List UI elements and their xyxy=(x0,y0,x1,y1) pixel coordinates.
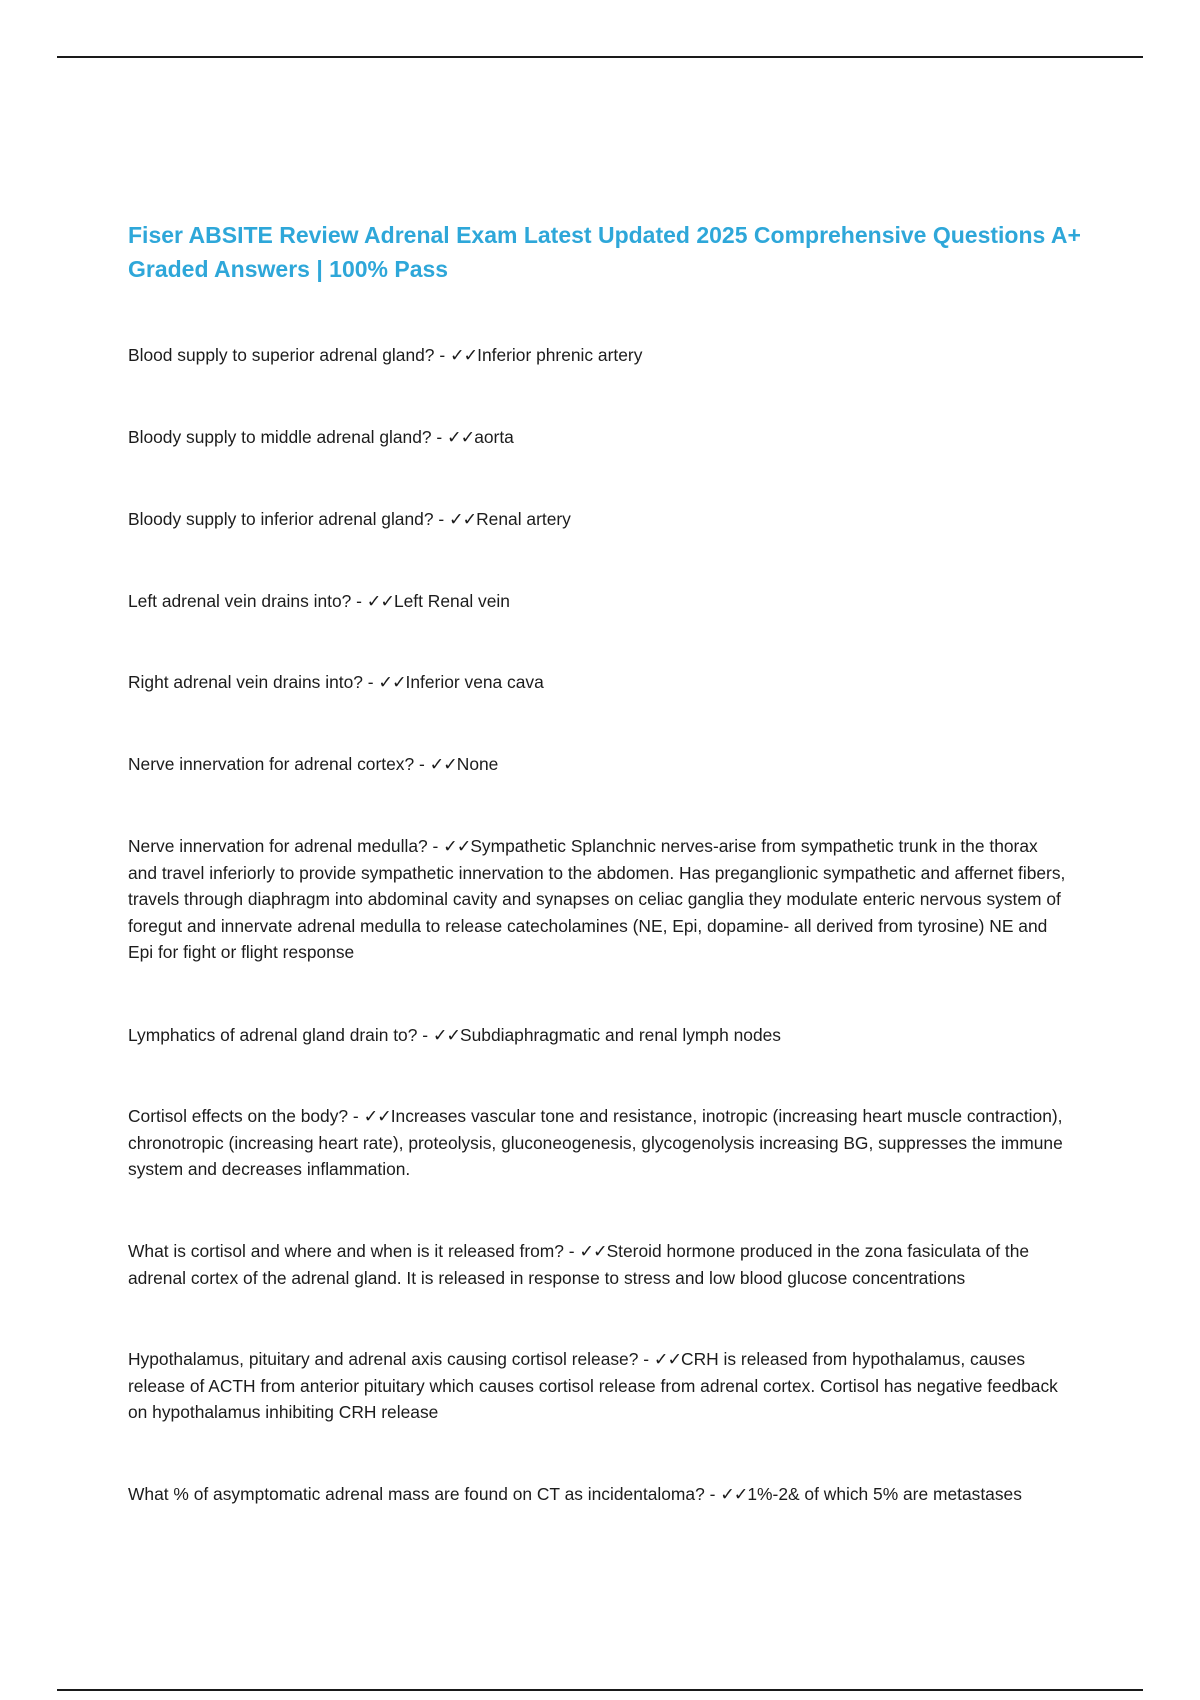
answer-text: Steroid hormone produced in the zona fasiculata of the adrenal cortex of the adrenal gland. It is released in response to stress and low blood glucose concentrations xyxy=(128,1241,1030,1288)
double-check-icon: ✓✓ xyxy=(720,1484,748,1504)
qa-item xyxy=(128,424,1068,451)
question-text: What is cortisol and where and when is it released from? xyxy=(128,1241,564,1261)
answer-text: Left Renal vein xyxy=(393,591,510,611)
separator: - xyxy=(414,754,430,774)
separator: - xyxy=(638,1349,654,1369)
qa-item xyxy=(128,588,1068,615)
question-text: Nerve innervation for adrenal medulla? xyxy=(128,836,428,856)
answer-text: Inferior phrenic artery xyxy=(477,345,643,365)
qa-item xyxy=(128,1481,1068,1508)
question-text: Cortisol effects on the body? xyxy=(128,1106,349,1126)
answer-text: Increases vascular tone and resistance, inotropic (increasing heart muscle contraction), chronotropic (increasing heart rate), proteolysis, gluconeogenesis, glycogenolysis increasing BG, suppresses the immune system and decreases inflammation. xyxy=(128,1106,1063,1180)
answer-text: Sympathetic Splanchnic nerves-arise from sympathetic trunk in the thorax and travel inferiorly to provide sympathetic innervation to the abdomen. Has preganglionic sympathetic and affernet fibers, travels through diaphragm into abdominal cavity and synapses on celiac ganglia they modulate enteric nervous system of foregut and innervate adrenal medulla to release catecholamines (NE, Epi, dopamine- all derived from tyrosine) NE and Epi for fight or flight response xyxy=(128,836,1066,963)
question-text: What % of asymptomatic adrenal mass are found on CT as incidentaloma? xyxy=(128,1484,705,1504)
question-text: Right adrenal vein drains into? xyxy=(128,672,363,692)
qa-item xyxy=(128,1238,1068,1291)
qa-item xyxy=(128,1346,1068,1426)
qa-item xyxy=(128,751,1068,778)
question-text: Hypothalamus, pituitary and adrenal axis causing cortisol release? xyxy=(128,1349,639,1369)
double-check-icon: ✓✓ xyxy=(579,1241,607,1261)
double-check-icon: ✓✓ xyxy=(363,1106,391,1126)
question-text: Bloody supply to inferior adrenal gland? xyxy=(128,509,434,529)
answer-text: Inferior vena cava xyxy=(405,672,544,692)
answer-text: Renal artery xyxy=(476,509,571,529)
double-check-icon: ✓✓ xyxy=(378,672,406,692)
separator: - xyxy=(362,672,379,692)
question-text: Left adrenal vein drains into? xyxy=(128,591,352,611)
qa-item xyxy=(128,669,1068,696)
separator: - xyxy=(704,1484,721,1504)
separator: - xyxy=(417,1025,433,1045)
separator: - xyxy=(348,1106,364,1126)
top-divider xyxy=(57,56,1143,58)
page-title: Fiser ABSITE Review Adrenal Exam Latest Updated 2025 Comprehensive Questions A+ Graded Answers | 100% Pass xyxy=(128,222,1081,282)
double-check-icon: ✓✓ xyxy=(443,836,471,856)
double-check-icon: ✓✓ xyxy=(449,345,478,365)
bottom-divider xyxy=(57,1689,1143,1691)
separator: - xyxy=(434,345,450,365)
answer-text: None xyxy=(456,754,499,774)
answer-text: 1%-2& of which 5% are metastases xyxy=(747,1484,1022,1504)
answer-text: CRH is released from hypothalamus, causes release of ACTH from anterior pituitary which causes cortisol release from adrenal cortex. Cortisol has negative feedback on hypothalamus inhibiting CRH release xyxy=(128,1349,1058,1423)
answer-text: Subdiaphragmatic and renal lymph nodes xyxy=(460,1025,781,1045)
answer-text: aorta xyxy=(474,427,514,447)
double-check-icon: ✓✓ xyxy=(448,509,477,529)
question-text: Blood supply to superior adrenal gland? xyxy=(128,345,435,365)
qa-item xyxy=(128,1103,1068,1183)
qa-item xyxy=(128,833,1068,966)
question-text: Bloody supply to middle adrenal gland? xyxy=(128,427,432,447)
separator: - xyxy=(351,591,367,611)
question-text: Nerve innervation for adrenal cortex? xyxy=(128,754,415,774)
separator: - xyxy=(427,836,444,856)
separator: - xyxy=(563,1241,580,1261)
qa-item xyxy=(128,1022,1068,1049)
double-check-icon: ✓✓ xyxy=(429,754,457,774)
question-text: Lymphatics of adrenal gland drain to? xyxy=(128,1025,418,1045)
double-check-icon: ✓✓ xyxy=(432,1025,461,1045)
double-check-icon: ✓✓ xyxy=(366,591,394,611)
qa-item xyxy=(128,342,1068,369)
double-check-icon: ✓✓ xyxy=(447,427,475,447)
separator: - xyxy=(431,427,448,447)
separator: - xyxy=(433,509,449,529)
double-check-icon: ✓✓ xyxy=(653,1349,682,1369)
qa-item xyxy=(128,506,1068,533)
